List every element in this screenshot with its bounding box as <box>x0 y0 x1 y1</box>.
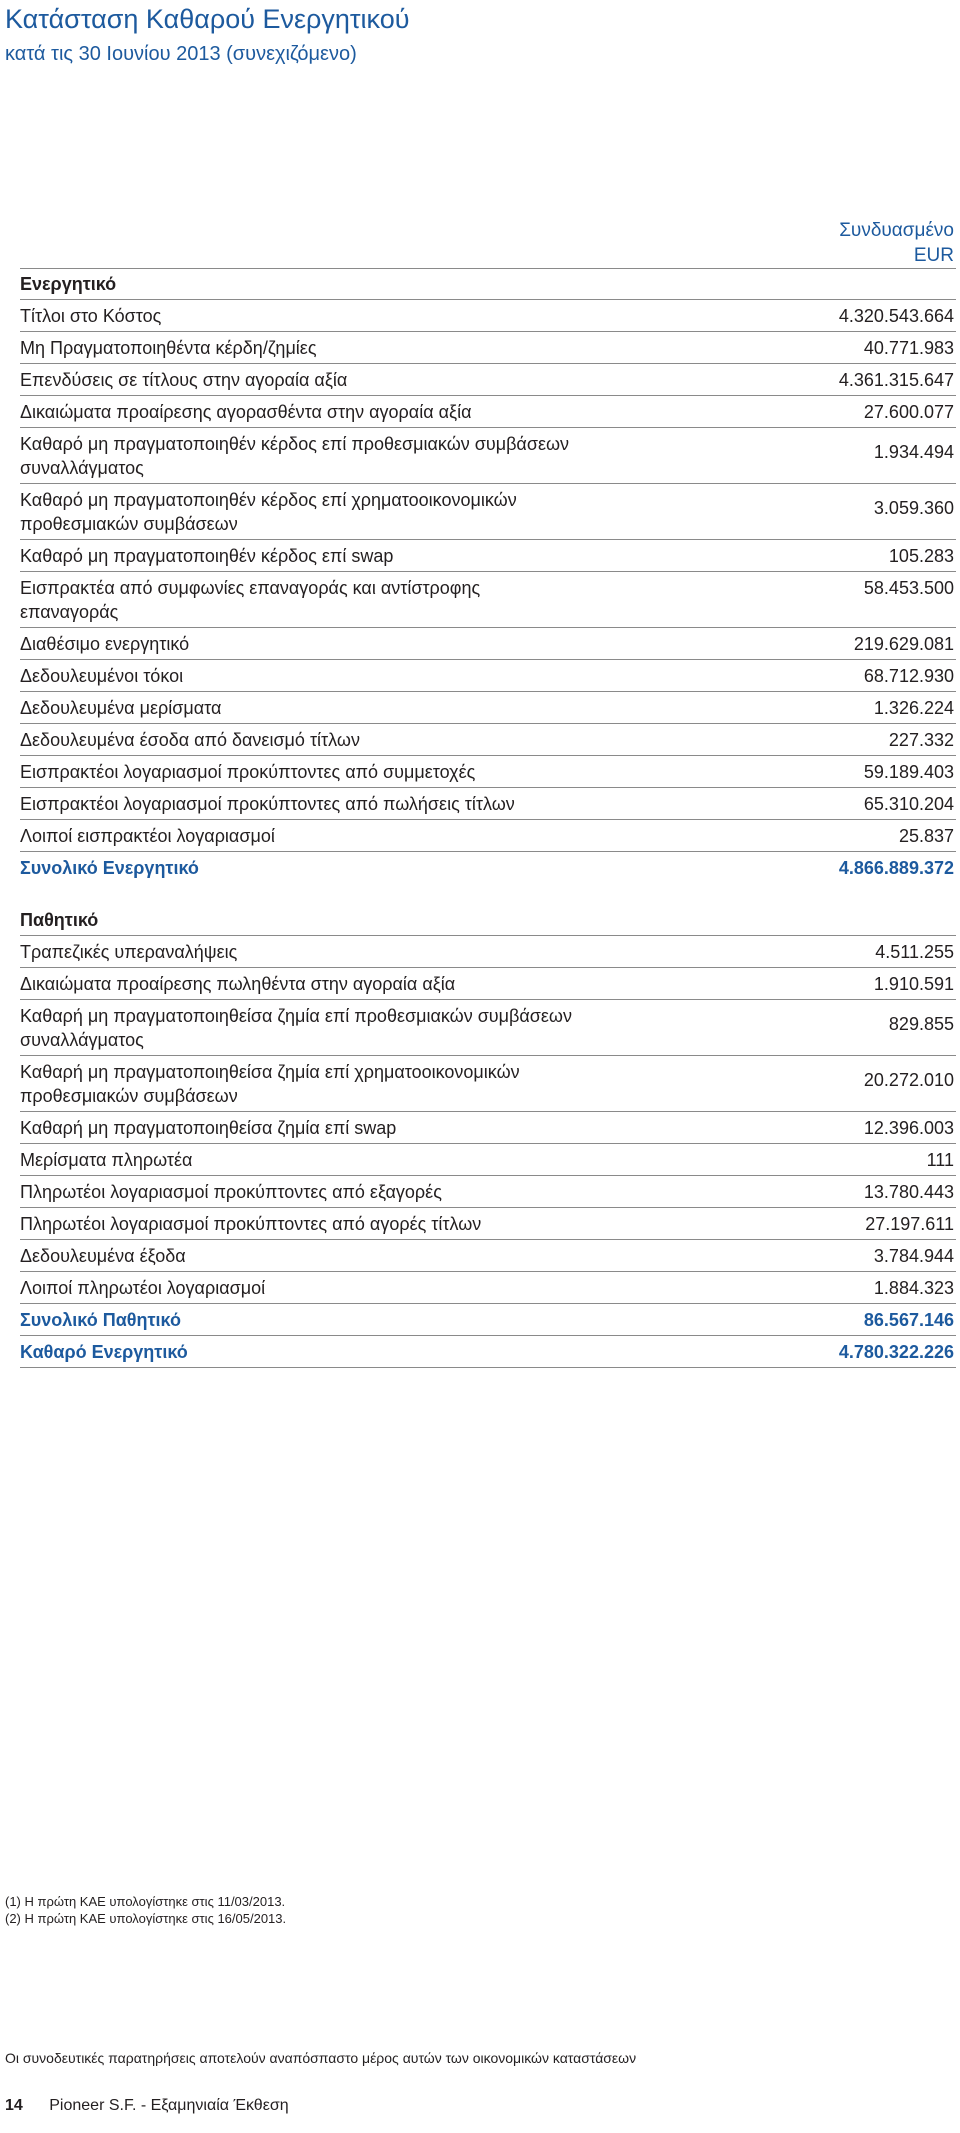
page-footer <box>5 2097 289 2115</box>
section-heading-liabilities: Παθητικό <box>20 910 99 930</box>
row-label: Δεδουλευμένοι τόκοι <box>20 666 184 686</box>
section-heading-assets: Ενεργητικό <box>20 268 956 299</box>
row-value: 4.320.543.664 <box>838 306 954 326</box>
table-row <box>20 787 956 819</box>
row-label: Εισπρακτέα από συμφωνίες επαναγοράς και αντίστροφης επαναγοράς <box>20 578 481 622</box>
total-assets-row <box>20 851 956 883</box>
document-title: Pioneer S.F. - Εξαμηνιαία Έκθεση <box>49 2097 289 2114</box>
row-value: 40.771.983 <box>863 338 954 358</box>
column-header-currency: EUR <box>913 245 954 266</box>
table-row <box>20 1143 956 1175</box>
statement-note: Οι συνοδευτικές παρατηρήσεις αποτελούν αναπόσπαστο μέρος αυτών των οικονομικών καταστάσεων <box>5 2050 637 2066</box>
row-value: 4.780.322.226 <box>838 1342 954 1362</box>
table-row <box>20 1175 956 1207</box>
column-header <box>20 218 956 268</box>
liabilities-rows <box>20 935 956 1303</box>
row-value: 1.326.224 <box>873 698 954 718</box>
table-row <box>20 723 956 755</box>
row-label: Δικαιώματα προαίρεσης αγορασθέντα στην αγοραία αξία <box>20 402 472 422</box>
row-label: Μη Πραγματοποιηθέντα κέρδη/ζημίες <box>20 338 317 358</box>
row-value: 13.780.443 <box>863 1182 954 1202</box>
row-label: Λοιποί εισπρακτέοι λογαριασμοί <box>20 826 275 846</box>
row-value: 86.567.146 <box>863 1310 954 1330</box>
row-value: 105.283 <box>888 546 954 566</box>
table-row <box>20 935 956 967</box>
row-value: 27.197.611 <box>865 1214 954 1234</box>
assets-rows <box>20 299 956 851</box>
row-label: Διαθέσιμο ενεργητικό <box>20 634 190 654</box>
row-value: 1.884.323 <box>873 1278 954 1298</box>
row-value: 1.910.591 <box>873 974 954 994</box>
row-value: 227.332 <box>888 730 954 750</box>
row-label: Δεδουλευμένα μερίσματα <box>20 698 222 718</box>
row-value: 27.600.077 <box>863 402 954 422</box>
table-row <box>20 999 956 1055</box>
table-row <box>20 299 956 331</box>
row-value: 3.059.360 <box>873 498 954 518</box>
row-value: 3.784.944 <box>873 1246 954 1266</box>
total-liabilities-row <box>20 1303 956 1335</box>
row-label: Συνολικό Παθητικό <box>20 1310 181 1330</box>
row-label: Καθαρό μη πραγματοποιηθέν κέρδος επί προθεσμιακών συμβάσεων συναλλάγματος <box>20 434 570 478</box>
table-row <box>20 819 956 851</box>
table-row <box>20 363 956 395</box>
table-row <box>20 1055 956 1111</box>
row-label: Καθαρή μη πραγματοποιηθείσα ζημία επί προθεσμιακών συμβάσεων συναλλάγματος <box>20 1006 572 1050</box>
footnote: (1) Η πρώτη ΚΑΕ υπολογίστηκε στις 11/03/2013. <box>5 1894 286 1909</box>
table-row <box>20 539 956 571</box>
row-label: Δεδουλευμένα έσοδα από δανεισμό τίτλων <box>20 730 360 750</box>
page-number: 14 <box>5 2097 23 2114</box>
row-label: Καθαρή μη πραγματοποιηθείσα ζημία επί swap <box>20 1118 397 1138</box>
row-label: Καθαρό Ενεργητικό <box>20 1342 188 1362</box>
row-label: Μερίσματα πληρωτέα <box>20 1150 193 1170</box>
row-label: Εισπρακτέοι λογαριασμοί προκύπτοντες από συμμετοχές <box>20 762 476 782</box>
table-row <box>20 483 956 539</box>
net-assets-statement <box>20 218 956 1368</box>
row-label: Εισπρακτέοι λογαριασμοί προκύπτοντες από πωλήσεις τίτλων <box>20 794 515 814</box>
column-header-name: Συνδυασμένο <box>839 220 954 241</box>
row-value: 829.855 <box>888 1014 954 1034</box>
row-label: Καθαρή μη πραγματοποιηθείσα ζημία επί χρηματοοικονομικών προθεσμιακών συμβάσεων <box>20 1062 520 1106</box>
table-row <box>20 331 956 363</box>
row-value: 58.453.500 <box>863 578 954 598</box>
row-label: Επενδύσεις σε τίτλους στην αγοραία αξία <box>20 370 348 390</box>
row-value: 65.310.204 <box>863 794 954 814</box>
row-label: Τραπεζικές υπεραναλήψεις <box>20 942 238 962</box>
row-label: Καθαρό μη πραγματοποιηθέν κέρδος επί swap <box>20 546 394 566</box>
table-row <box>20 395 956 427</box>
row-label: Καθαρό μη πραγματοποιηθέν κέρδος επί χρηματοοικονομικών προθεσμιακών συμβάσεων <box>20 490 517 534</box>
row-label: Πληρωτέοι λογαριασμοί προκύπτοντες από εξαγορές <box>20 1182 442 1202</box>
table-row <box>20 659 956 691</box>
row-value: 111 <box>926 1150 954 1170</box>
table-row <box>20 427 956 483</box>
row-value: 25.837 <box>898 826 954 846</box>
row-label: Πληρωτέοι λογαριασμοί προκύπτοντες από αγορές τίτλων <box>20 1214 482 1234</box>
row-value: 59.189.403 <box>863 762 954 782</box>
footnotes <box>5 1893 286 1927</box>
row-label: Τίτλοι στο Κόστος <box>20 306 162 326</box>
row-value: 1.934.494 <box>873 442 954 462</box>
row-label: Συνολικό Ενεργητικό <box>20 858 199 878</box>
row-value: 20.272.010 <box>863 1070 954 1090</box>
page-title: Κατάσταση Καθαρού Ενεργητικού <box>5 4 410 34</box>
page-subtitle: κατά τις 30 Ιουνίου 2013 (συνεχιζόμενο) <box>5 43 357 65</box>
row-value: 4.361.315.647 <box>838 370 954 390</box>
table-row <box>20 967 956 999</box>
table-row <box>20 1271 956 1303</box>
row-value: 219.629.081 <box>853 634 954 654</box>
row-value: 4.511.255 <box>875 942 954 962</box>
row-label: Λοιποί πληρωτέοι λογαριασμοί <box>20 1278 266 1298</box>
row-value: 4.866.889.372 <box>838 858 954 878</box>
row-label: Δεδουλευμένα έξοδα <box>20 1246 186 1266</box>
table-row <box>20 691 956 723</box>
net-assets-row <box>20 1335 956 1368</box>
table-row <box>20 1207 956 1239</box>
row-value: 68.712.930 <box>863 666 954 686</box>
table-row <box>20 1239 956 1271</box>
footnote: (2) Η πρώτη ΚΑΕ υπολογίστηκε στις 16/05/2013. <box>5 1911 287 1926</box>
row-value: 12.396.003 <box>863 1118 954 1138</box>
table-row <box>20 627 956 659</box>
row-label: Δικαιώματα προαίρεσης πωληθέντα στην αγοραία αξία <box>20 974 456 994</box>
table-row <box>20 755 956 787</box>
table-row <box>20 571 956 627</box>
table-row <box>20 1111 956 1143</box>
